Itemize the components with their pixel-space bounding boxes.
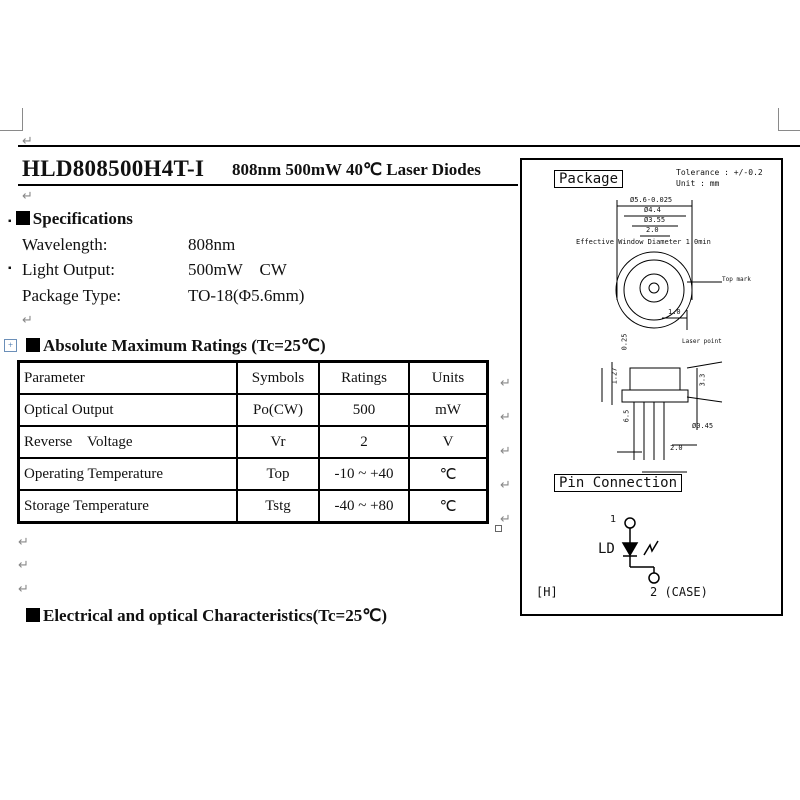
- cell-unit: ℃: [409, 458, 487, 490]
- dim-b: 1.27: [610, 367, 619, 385]
- paragraph-mark: ↵: [500, 410, 511, 425]
- paragraph-mark: ↵: [500, 478, 511, 493]
- pin-2-case-label: 2 (CASE): [650, 585, 708, 599]
- paragraph-mark: ↵: [18, 582, 29, 597]
- cell-unit: V: [409, 426, 487, 458]
- dim-lead-diameter: Ø0.45: [692, 422, 714, 430]
- ld-label: LD: [598, 541, 615, 557]
- spec-value-package-type: TO-18(Φ5.6mm): [188, 286, 305, 305]
- product-subtitle: 808nm 500mW 40℃ Laser Diodes: [232, 160, 481, 179]
- cell-symbol: Vr: [237, 426, 319, 458]
- cell-symbol: Tstg: [237, 490, 319, 522]
- cell-unit: mW: [409, 394, 487, 426]
- table-row: [19, 426, 487, 458]
- spec-label-wavelength: Wavelength:: [22, 235, 108, 254]
- package-label: Package: [554, 170, 623, 188]
- pin-connection-label: Pin Connection: [554, 474, 682, 492]
- title-underline: [18, 184, 518, 186]
- dim-a: 0.25: [620, 333, 629, 351]
- dim-c: 3.3: [698, 373, 707, 387]
- cell-rating: -10 ~ +40: [319, 458, 409, 490]
- heading-bullet: [26, 608, 40, 622]
- table-row: [19, 394, 487, 426]
- heading-bullet: [26, 338, 40, 352]
- spec-value-wavelength: 808nm: [188, 235, 236, 254]
- variant-label: [H]: [536, 585, 558, 599]
- cell-parameter: Operating Temperature: [19, 458, 237, 490]
- cell-rating: 500: [319, 394, 409, 426]
- paragraph-mark: ↵: [500, 376, 511, 391]
- paragraph-mark: ↵: [22, 134, 33, 149]
- package-drawing-panel: [520, 158, 783, 616]
- cell-parameter: Storage Temperature: [19, 490, 237, 522]
- part-number-title: HLD808500H4T-I: [22, 156, 205, 181]
- paragraph-mark: ↵: [22, 189, 33, 204]
- crop-mark-right: [778, 108, 800, 131]
- column-header-units: Units: [409, 362, 487, 394]
- spec-bullet: ▪: [8, 263, 12, 274]
- table-move-handle[interactable]: +: [4, 339, 17, 352]
- header-rule: [18, 145, 800, 147]
- dim-outer-diameter: Ø5.6-0.025: [630, 196, 673, 204]
- dim-width: 2.0: [646, 226, 659, 234]
- pin-1-label: 1: [610, 514, 617, 525]
- spec-label-package-type: Package Type:: [22, 286, 122, 305]
- cell-rating: -40 ~ +80: [319, 490, 409, 522]
- absolute-max-ratings-table: [17, 360, 489, 524]
- spec-value-light-output: 500mW CW: [188, 260, 287, 279]
- crop-mark-left: [0, 108, 23, 131]
- paragraph-mark: ↵: [500, 444, 511, 459]
- cell-unit: ℃: [409, 490, 487, 522]
- specifications-heading: ▪ Specifications: [8, 209, 133, 228]
- laser-point-note: Laser point: [682, 338, 722, 345]
- dim-diameter-2: Ø4.4: [644, 206, 661, 214]
- unit-note: Unit : mm: [676, 179, 720, 188]
- column-header-ratings: Ratings: [319, 362, 409, 394]
- electrical-optical-heading: Electrical and optical Characteristics(Tc=25℃): [26, 606, 387, 626]
- table-row: [19, 490, 487, 522]
- window-note: Effective Window Diameter 1.0min: [576, 238, 711, 246]
- cell-parameter: Reverse Voltage: [19, 426, 237, 458]
- column-header-parameter: Parameter: [19, 362, 237, 394]
- cell-parameter: Optical Output: [19, 394, 237, 426]
- paragraph-mark: ↵: [18, 558, 29, 573]
- cell-symbol: Top: [237, 458, 319, 490]
- dim-d: 6.5: [622, 409, 631, 423]
- paragraph-mark: ↵: [500, 512, 511, 527]
- tolerance-note: Tolerance : +/-0.2: [676, 168, 763, 177]
- dim-diameter-3: Ø3.55: [644, 216, 666, 224]
- cell-rating: 2: [319, 426, 409, 458]
- paragraph-mark: ↵: [22, 313, 33, 328]
- absolute-max-ratings-heading: Absolute Maximum Ratings (Tc=25℃): [26, 336, 326, 356]
- column-header-symbols: Symbols: [237, 362, 319, 394]
- top-mark-note: Top mark: [722, 276, 751, 283]
- heading-bullet: [16, 211, 30, 225]
- spec-label-light-output: Light Output:: [22, 260, 116, 279]
- dim-pitch: 2.0: [670, 444, 683, 452]
- dim-e: 1.0: [668, 308, 681, 316]
- cell-symbol: Po(CW): [237, 394, 319, 426]
- paragraph-mark: ↵: [18, 535, 29, 550]
- table-row: [19, 458, 487, 490]
- table-header-row: [19, 362, 487, 394]
